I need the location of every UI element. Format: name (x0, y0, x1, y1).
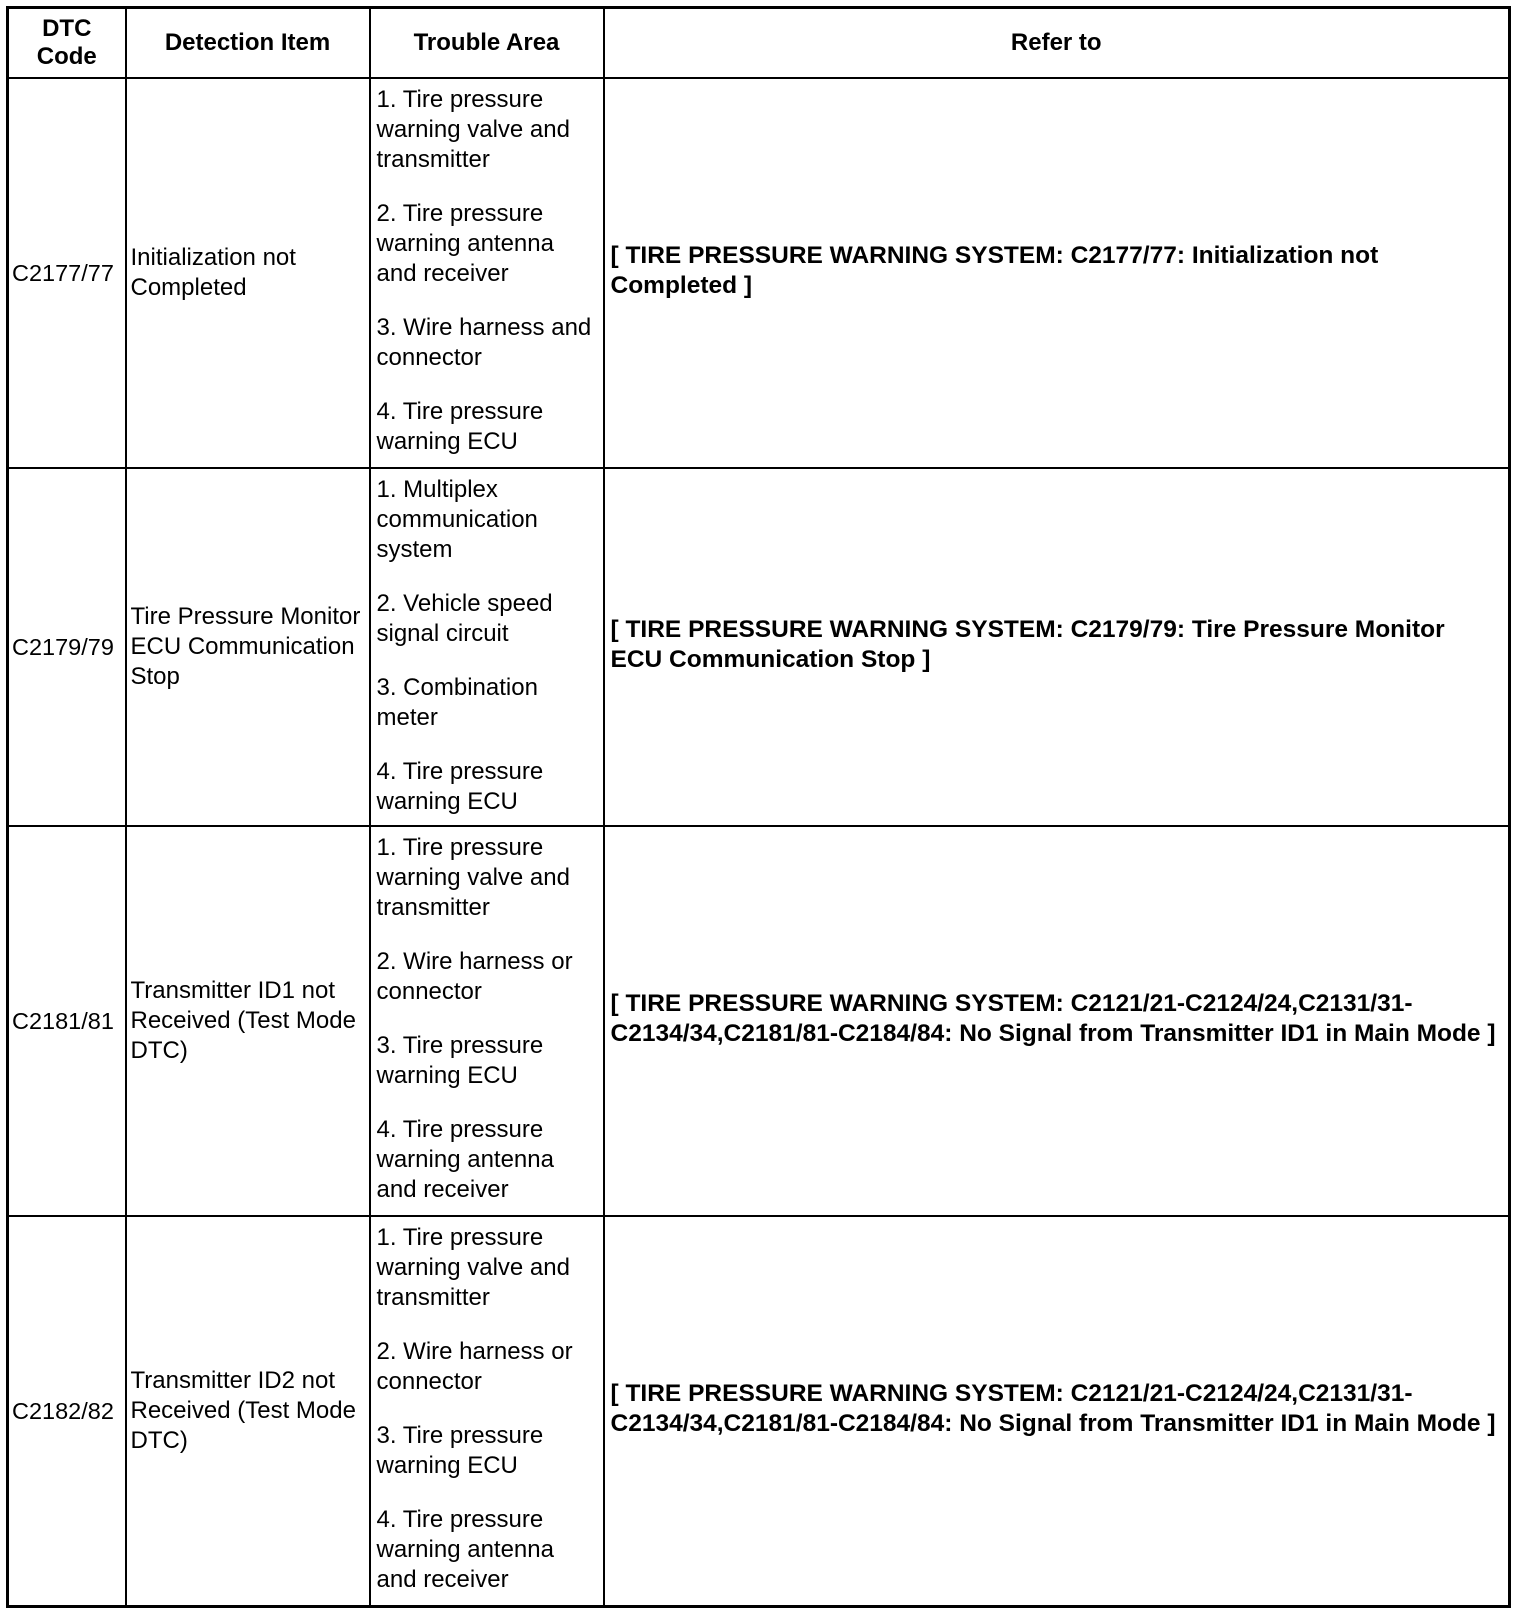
trouble-area-item: 1. Tire pressure warning valve and transmitter (376, 834, 570, 921)
trouble-area-cell (370, 78, 604, 468)
trouble-area-item: 2. Tire pressure warning antenna and receiver (376, 200, 554, 287)
dtc-code-cell: C2181/81 (8, 826, 126, 1216)
trouble-area-item: 3. Tire pressure warning ECU (376, 1422, 544, 1479)
dtc-code-cell: C2177/77 (8, 78, 126, 468)
refer-to-link[interactable]: [ TIRE PRESSURE WARNING SYSTEM: C2177/77: Initialization not Completed ] (610, 242, 1379, 299)
header-row (8, 8, 1510, 79)
refer-to-link[interactable]: [ TIRE PRESSURE WARNING SYSTEM: C2179/79: Tire Pressure Monitor ECU Communication Stop ] (610, 616, 1445, 673)
refer-to-cell (604, 78, 1510, 468)
trouble-area-item: 1. Tire pressure warning valve and transmitter (376, 1224, 570, 1311)
table-row (8, 1216, 1510, 1607)
trouble-area-cell (370, 468, 604, 826)
detection-item-cell: Tire Pressure Monitor ECU Communication Stop (126, 468, 370, 826)
refer-to-cell (604, 1216, 1510, 1607)
trouble-area-item: 4. Tire pressure warning ECU (376, 398, 544, 455)
trouble-area-item: 3. Tire pressure warning ECU (376, 1032, 544, 1089)
detection-item-cell: Initialization not Completed (126, 78, 370, 468)
header-dtc-code: DTC Code (8, 8, 126, 79)
trouble-area-item: 2. Wire harness or connector (376, 948, 573, 1005)
trouble-area-item: 4. Tire pressure warning ECU (376, 758, 544, 815)
trouble-area-item: 1. Multiplex communication system (376, 476, 538, 563)
trouble-area-item: 2. Vehicle speed signal circuit (376, 590, 553, 647)
dtc-table (6, 6, 1511, 1608)
table-row (8, 468, 1510, 826)
dtc-code-cell: C2182/82 (8, 1216, 126, 1607)
table-row (8, 826, 1510, 1216)
detection-item-cell: Transmitter ID2 not Received (Test Mode DTC) (126, 1216, 370, 1607)
trouble-area-item: 3. Combination meter (376, 674, 538, 731)
detection-item-cell: Transmitter ID1 not Received (Test Mode DTC) (126, 826, 370, 1216)
dtc-code-cell: C2179/79 (8, 468, 126, 826)
header-trouble-area: Trouble Area (370, 8, 604, 79)
header-detection-item: Detection Item (126, 8, 370, 79)
trouble-area-item: 4. Tire pressure warning antenna and receiver (376, 1116, 554, 1203)
trouble-area-cell (370, 1216, 604, 1607)
refer-to-link[interactable]: [ TIRE PRESSURE WARNING SYSTEM: C2121/21-C2124/24,C2131/31-C2134/34,C2181/81-C2184/84: No Signal from Transmitter ID1 in Main Mode ] (610, 1380, 1496, 1437)
refer-to-cell (604, 468, 1510, 826)
trouble-area-item: 2. Wire harness or connector (376, 1338, 573, 1395)
header-refer-to: Refer to (604, 8, 1510, 79)
trouble-area-cell (370, 826, 604, 1216)
trouble-area-item: 3. Wire harness and connector (376, 314, 592, 371)
refer-to-cell (604, 826, 1510, 1216)
trouble-area-item: 4. Tire pressure warning antenna and receiver (376, 1506, 554, 1593)
table-row (8, 78, 1510, 468)
trouble-area-item: 1. Tire pressure warning valve and transmitter (376, 86, 570, 173)
refer-to-link[interactable]: [ TIRE PRESSURE WARNING SYSTEM: C2121/21-C2124/24,C2131/31-C2134/34,C2181/81-C2184/84: No Signal from Transmitter ID1 in Main Mode ] (610, 990, 1496, 1047)
